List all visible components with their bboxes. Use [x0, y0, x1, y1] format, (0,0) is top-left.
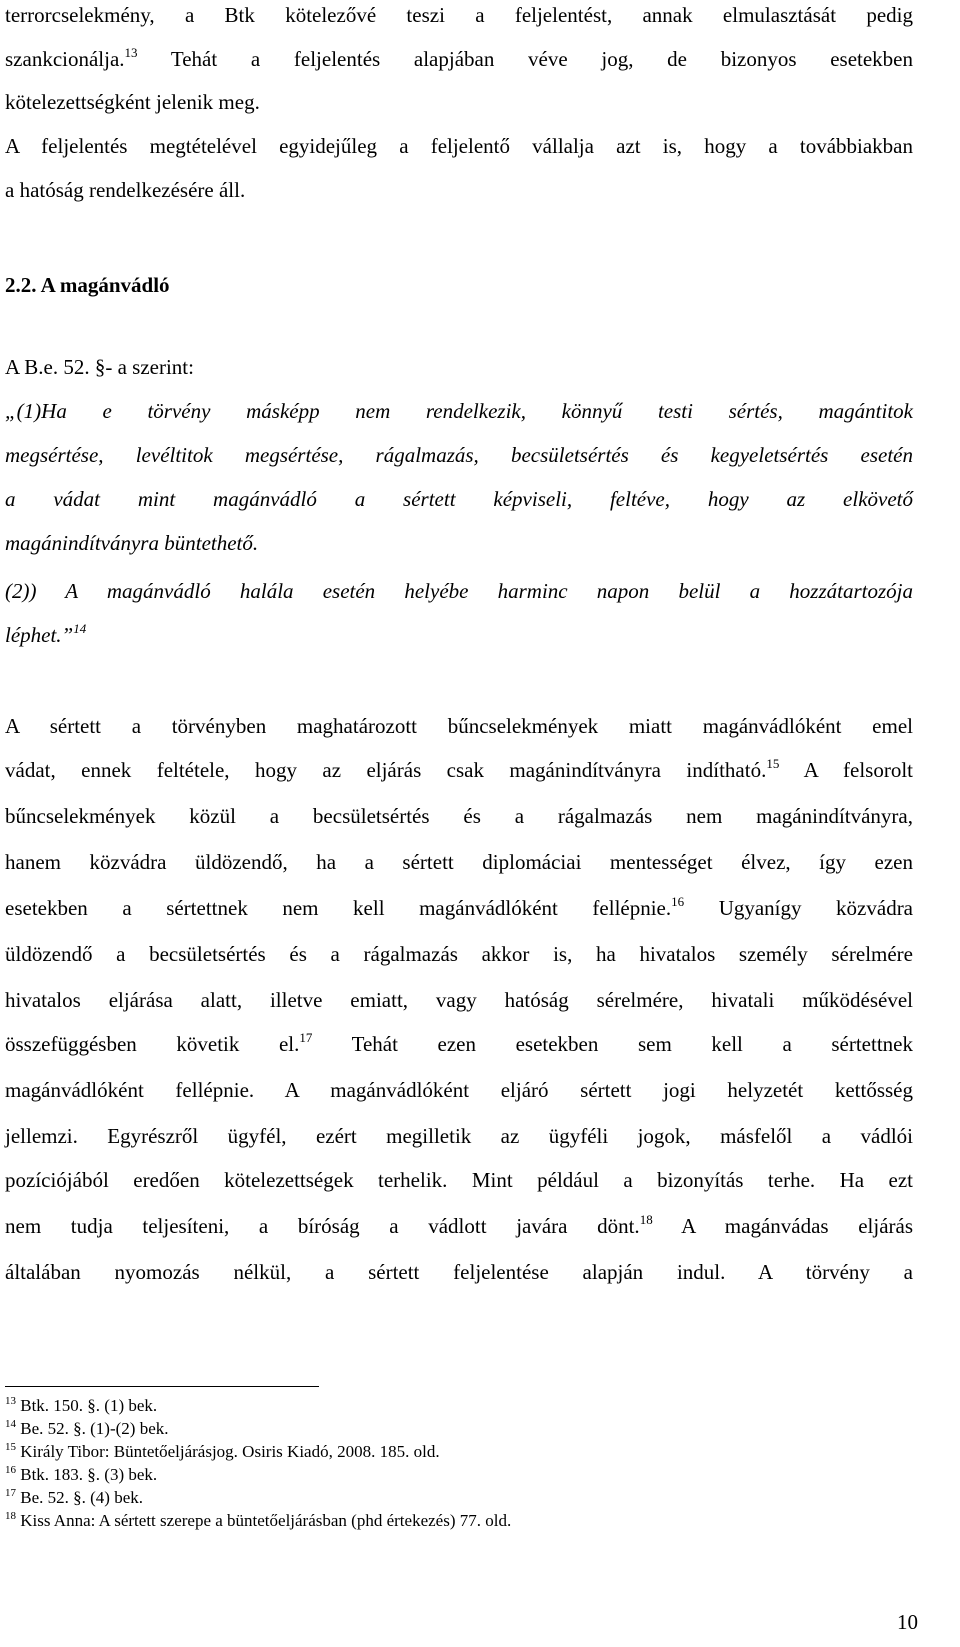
quote-line: a vádat mint magánvádló a sértett képviseli, feltéve, hogy az elkövető [5, 487, 913, 511]
text-line: terrorcselekmény, a Btk kötelezővé teszi a feljelentést, annak elmulasztását pedig [5, 3, 913, 27]
text-line: A feljelentés megtételével egyidejűleg a feljelentő vállalja azt is, hogy a továbbiakban [5, 134, 913, 158]
quote-line: (2)) A magánvádló halála esetén helyébe harminc napon belül a hozzátartozója [5, 579, 913, 603]
text-line: jellemzi. Egyrészről ügyfél, ezért megilletik az ügyféli jogok, másfelől a vádlói [5, 1124, 913, 1148]
footnote-ref[interactable]: 15 [766, 756, 780, 771]
footnote [5, 1488, 143, 1508]
text-line: A sértett a törvényben maghatározott bűncselekmények miatt magánvádlóként emel [5, 714, 913, 738]
text-line: A B.e. 52. §- a szerint: [5, 355, 194, 379]
text-line [5, 895, 913, 921]
text-fragment: összefüggésben követik el. [5, 1032, 300, 1056]
footnote-text: Btk. 150. §. (1) bek. [20, 1396, 158, 1415]
footnote-separator [5, 1386, 319, 1387]
footnote-ref[interactable]: 18 [639, 1212, 653, 1227]
footnote-text: Be. 52. §. (4) bek. [20, 1488, 144, 1507]
text-line: hivatalos eljárása alatt, illetve emiatt, vagy hatóság sérelmére, hivatali működésével [5, 988, 913, 1012]
text-line: magánvádlóként fellépnie. A magánvádlóként eljáró sértett jogi helyzetét kettősség [5, 1078, 913, 1102]
footnote-ref[interactable]: 14 [73, 621, 87, 636]
text-line: hanem közvádra üldözendő, ha a sértett diplomáciai mentességet élvez, így ezen [5, 850, 913, 874]
text-line [5, 46, 913, 72]
text-line: általában nyomozás nélkül, a sértett feljelentése alapján indul. A törvény a [5, 1260, 913, 1284]
footnote-number: 14 [5, 1418, 16, 1430]
footnote-number: 16 [5, 1464, 16, 1476]
footnote-text: Btk. 183. §. (3) bek. [20, 1465, 158, 1484]
text-line: a hatóság rendelkezésére áll. [5, 178, 246, 202]
footnote [5, 1511, 511, 1531]
page-number: 10 [897, 1610, 918, 1634]
footnote [5, 1465, 157, 1485]
footnote-number: 13 [5, 1395, 16, 1407]
footnote-text: Király Tibor: Büntetőeljárásjog. Osiris Kiadó, 2008. 185. old. [20, 1442, 440, 1461]
quote-line: „(1)Ha e törvény másképp nem rendelkezik, könnyű testi sértés, magántitok [5, 399, 913, 423]
footnote-ref[interactable]: 16 [671, 894, 685, 909]
text-fragment: esetekben a sértettnek nem kell magánvádlóként fellépnie. [5, 896, 672, 920]
text-line: kötelezettségként jelenik meg. [5, 90, 260, 114]
text-line [5, 1213, 913, 1239]
quote-line [5, 622, 913, 648]
footnote [5, 1442, 440, 1462]
footnote-number: 17 [5, 1487, 16, 1499]
text-fragment: nem tudja teljesíteni, a bíróság a vádlott javára dönt. [5, 1214, 640, 1238]
text-fragment: Tehát a feljelentés alapjában véve jog, de bizonyos esetekben [170, 47, 914, 71]
text-line: bűncselekmények közül a becsületsértés és a rágalmazás nem magánindítványra, [5, 804, 913, 828]
text-fragment: A magánvádas eljárás [681, 1214, 913, 1238]
text-fragment: Tehát ezen esetekben sem kell a sértettnek [351, 1032, 913, 1056]
text-fragment: Ugyanígy közvádra [718, 896, 914, 920]
text-fragment: vádat, ennek feltétele, hogy az eljárás csak magánindítványra indítható. [5, 758, 767, 782]
text-fragment: szankcionálja. [5, 47, 125, 71]
text-fragment: léphet.” [5, 623, 74, 647]
section-heading: 2.2. A magánvádló [5, 273, 170, 297]
quote-line: magánindítványra büntethető. [5, 531, 259, 555]
text-line [5, 757, 913, 783]
footnote-number: 18 [5, 1510, 16, 1522]
footnote-ref[interactable]: 17 [299, 1030, 313, 1045]
text-line [5, 1031, 913, 1057]
quote-line: megsértése, levéltitok megsértése, rágalmazás, becsületsértés és kegyeletsértés esetén [5, 443, 913, 467]
footnote-text: Kiss Anna: A sértett szerepe a büntetőeljárásban (phd értekezés) 77. old. [20, 1511, 512, 1530]
footnote [5, 1419, 169, 1439]
text-line: pozíciójából eredően kötelezettségek terhelik. Mint például a bizonyítás terhe. Ha ezt [5, 1168, 913, 1192]
text-line: üldözendő a becsületsértés és a rágalmazás akkor is, ha hivatalos személy sérelmére [5, 942, 913, 966]
footnote-number: 15 [5, 1441, 16, 1453]
text-fragment: A felsorolt [803, 758, 913, 782]
footnote-text: Be. 52. §. (1)-(2) bek. [20, 1419, 169, 1438]
footnote-ref[interactable]: 13 [124, 45, 138, 60]
footnote [5, 1396, 157, 1416]
